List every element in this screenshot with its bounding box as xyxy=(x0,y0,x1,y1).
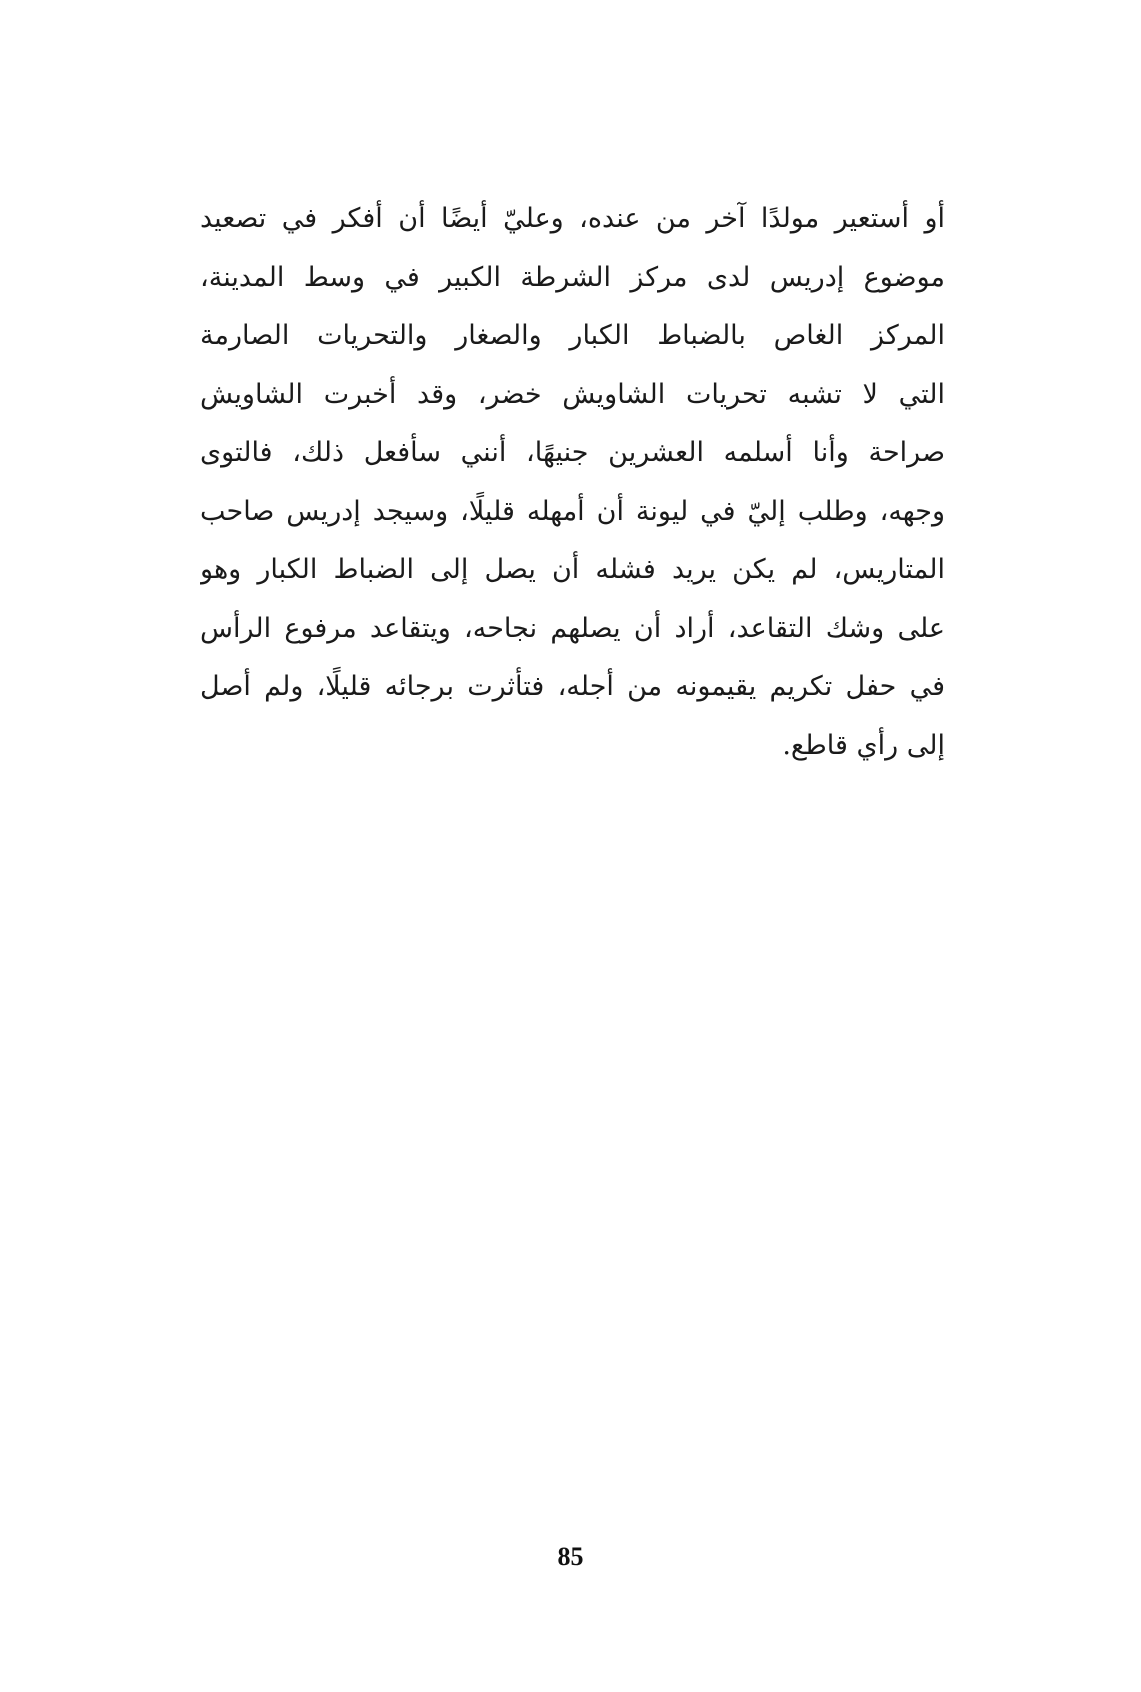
text-line: على وشك التقاعد، أراد أن يصلهم نجاحه، ويتقاعد مرفوع الرأس xyxy=(200,612,945,644)
text-line: التي لا تشبه تحريات الشاويش خضر، وقد أخبرت الشاويش xyxy=(200,378,945,410)
body-text xyxy=(200,190,945,775)
text-line: المتاريس، لم يكن يريد فشله أن يصل إلى الضباط الكبار وهو xyxy=(200,554,945,585)
text-line-last: إلى رأي قاطع. xyxy=(782,729,945,761)
text-line: المركز الغاص بالضباط الكبار والصغار والتحريات الصارمة xyxy=(200,320,945,351)
text-line: وجهه، وطلب إليّ في ليونة أن أمهله قليلًا، وسيجد إدريس صاحب xyxy=(200,495,945,527)
text-line: أو أستعير مولدًا آخر من عنده، وعليّ أيضًا أن أفكر في تصعيد xyxy=(200,203,945,234)
text-line: في حفل تكريم يقيمونه من أجله، فتأثرت برجائه قليلًا، ولم أصل xyxy=(200,671,945,702)
text-line: موضوع إدريس لدى مركز الشرطة الكبير في وسط المدينة، xyxy=(200,261,945,293)
text-line: صراحة وأنا أسلمه العشرين جنيهًا، أنني سأفعل ذلك، فالتوى xyxy=(200,437,945,468)
page-number: 85 xyxy=(557,1542,584,1571)
